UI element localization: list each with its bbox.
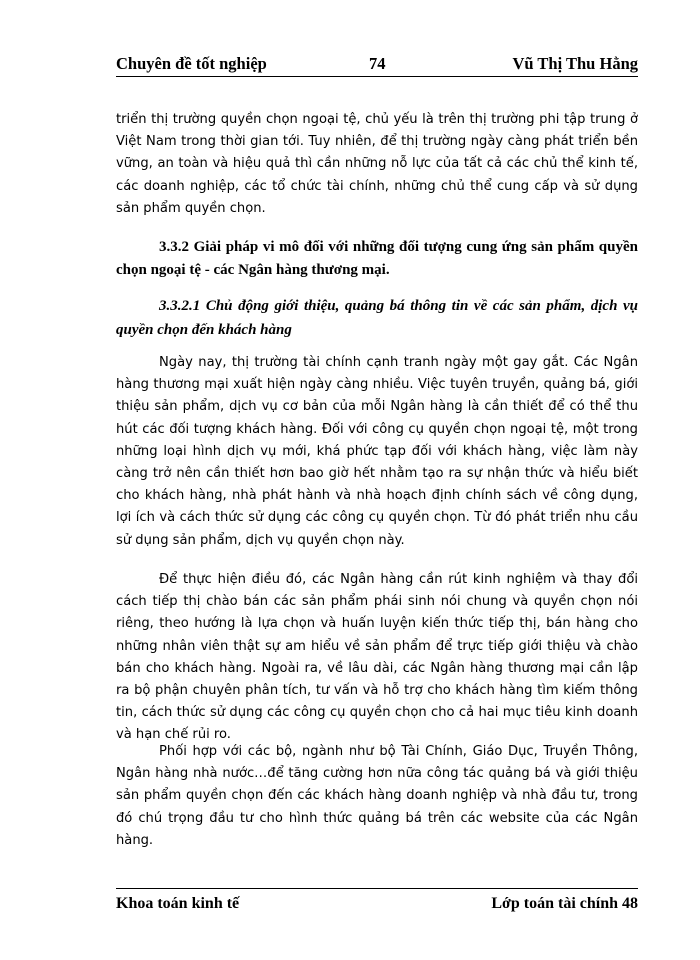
paragraph-1: Ngày nay, thị trường tài chính cạnh tranh ngày một gay gắt. Các Ngân hàng thương mại xuất hiện ngày càng nhiều. Việc tuyên truyền, quảng bá, giới thiệu sản phẩm, dịch vụ cơ bản của mỗi Ngân hàng là cần thiết để có thể thu hút các đối tượng khách hàng. Đối với công cụ quyền chọn ngoại tệ, một trong những loại hình dịch vụ mới, khá phức tạp đối với khách hàng, việc làm này càng trở nên cần thiết hơn bao giờ hết nhằm tạo ra sự nhận thức và hiểu biết cho khách hàng, nhà phát hành và nhà hoạch định chính sách về công dụng, lợi ích và cách thức sử dụng các công cụ quyền chọn. Từ đó phát triển nhu cầu sử dụng sản phẩm, dịch vụ quyền chọn này. — [116, 355, 638, 548]
page-number: 74 — [369, 54, 386, 73]
page-header — [116, 53, 638, 75]
paragraph-continuation: triển thị trường quyền chọn ngoại tệ, chủ yếu là trên thị trường phi tập trung ở Việt Nam trong thời gian tới. Tuy nhiên, để thị trường ngày càng phát triển bền vững, an toàn và hiệu quả thì cần những nỗ lực của tất cả các chủ thể kinh tế, các doanh nghiệp, các tổ chức tài chính, những chủ thể cung cấp và sử dụng sản phẩm quyền chọn. — [116, 112, 638, 216]
header-divider — [116, 76, 638, 77]
footer-faculty: Khoa toán kinh tế — [116, 895, 240, 912]
paragraph-3: Phối hợp với các bộ, ngành như bộ Tài Chính, Giáo Dục, Truyền Thông, Ngân hàng nhà nước…để tăng cường hơn nữa công tác quảng bá và giới thiệu sản phẩm quyền chọn đến các khách hàng doanh nghiệp và nhà đầu tư, trong đó chú trọng đầu tư cho hình thức quảng bá trên các website của các Ngân hàng. — [116, 744, 638, 848]
header-author: Vũ Thị Thu Hằng — [512, 54, 638, 73]
section-heading: 3.3.2 Giải pháp vi mô đối với những đối tượng cung ứng sản phẩm quyền chọn ngoại tệ - các Ngân hàng thương mại. — [116, 239, 638, 278]
footer-class: Lớp toán tài chính 48 — [491, 895, 638, 912]
subsection-heading: 3.3.2.1 Chủ động giới thiệu, quảng bá thông tin về các sản phẩm, dịch vụ quyền chọn đến khách hàng — [116, 298, 638, 338]
page-footer — [116, 893, 638, 915]
header-thesis-label: Chuyên đề tốt nghiệp — [116, 54, 267, 73]
footer-divider — [116, 888, 638, 889]
paragraph-2: Để thực hiện điều đó, các Ngân hàng cần rút kinh nghiệm và thay đổi cách tiếp thị chào bán các sản phẩm phái sinh nói chung và quyền chọn nói riêng, theo hướng là lựa chọn và huấn luyện kiến thức tiếp thị, bán hàng cho những nhân viên thật sự am hiểu về sản phẩm để trực tiếp giới thiệu và chào bán cho khách hàng. Ngoài ra, về lâu dài, các Ngân hàng thương mại cần lập ra bộ phận chuyên phân tích, tư vấn và hỗ trợ cho khách hàng tìm kiếm thông tin, cách thức sử dụng các công cụ quyền chọn cho cả hai mục tiêu kinh doanh và hạn chế rủi ro. — [116, 572, 638, 743]
